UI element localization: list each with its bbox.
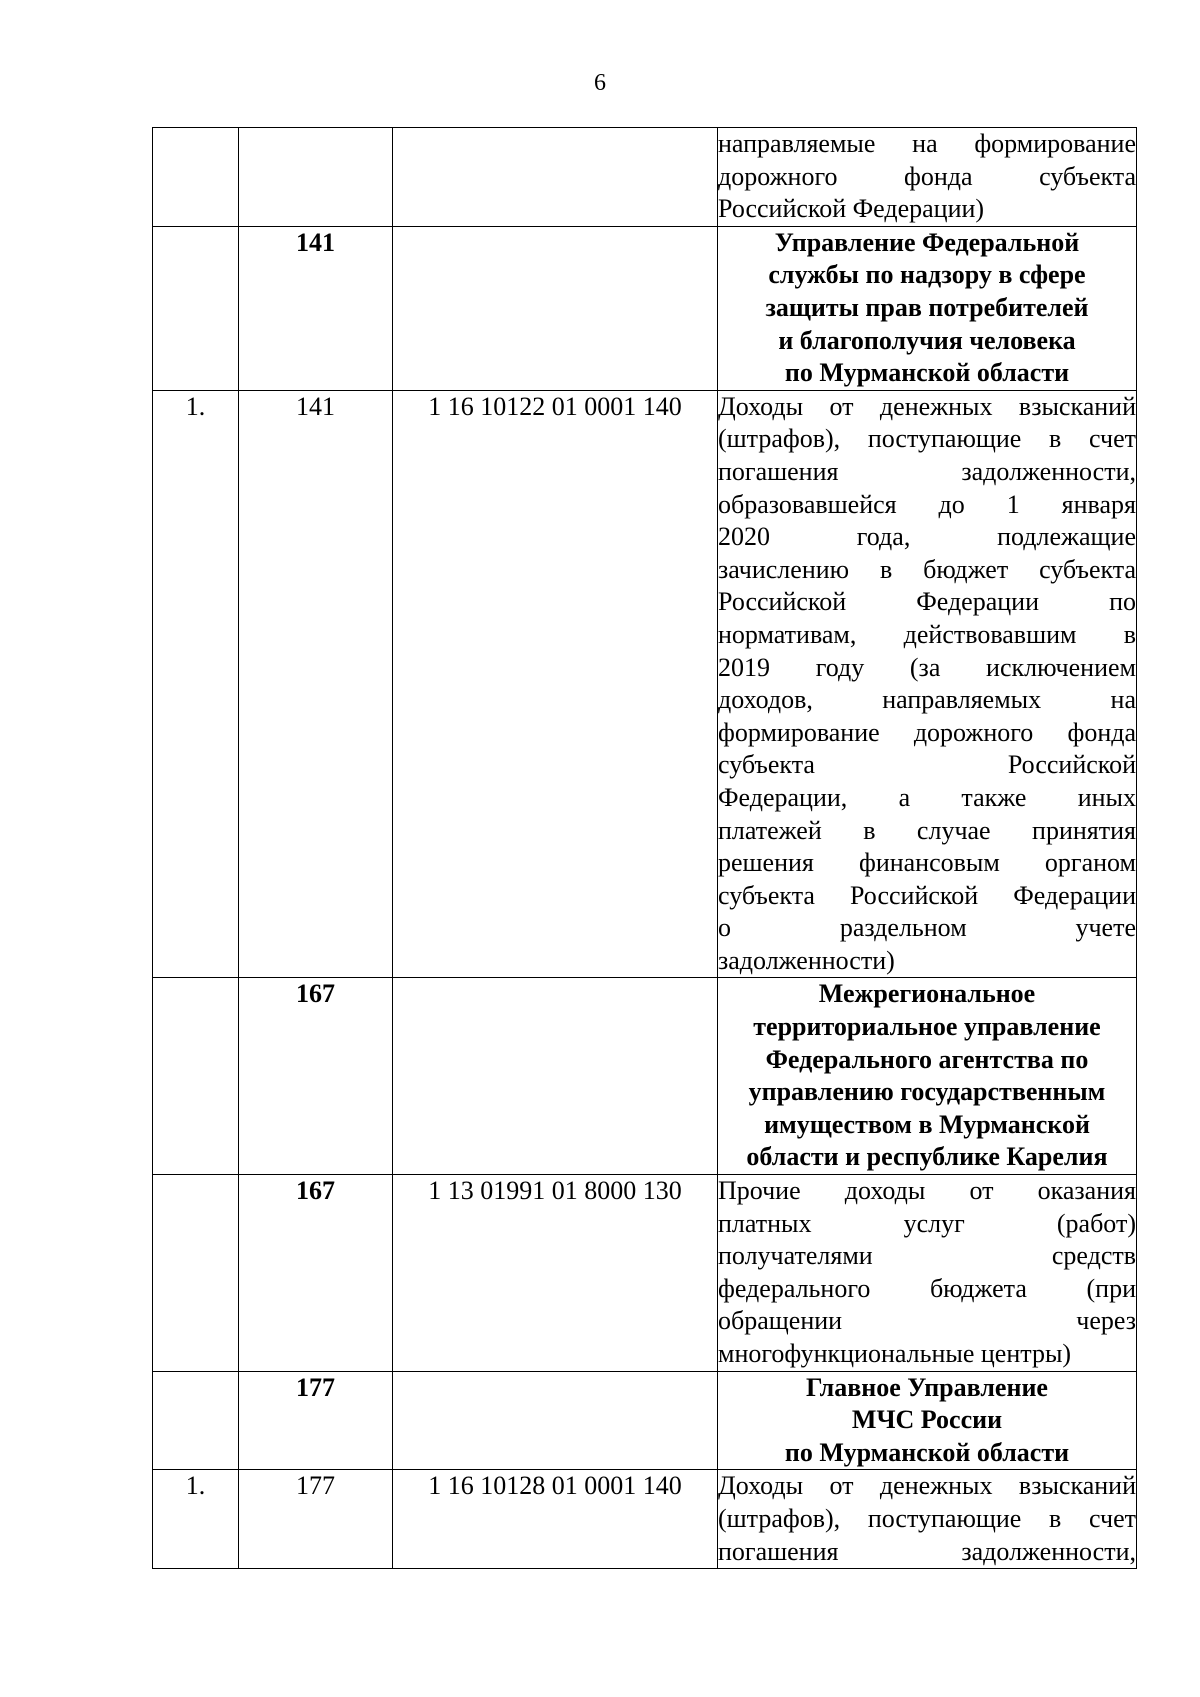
- row-number: [153, 1371, 239, 1470]
- text-line: (штрафов), поступающие в счет: [718, 1503, 1136, 1533]
- text-line: Федерации, а также иных: [718, 782, 1136, 812]
- table-row: [153, 226, 1137, 390]
- table-row: [153, 128, 1137, 227]
- text-line: 2020 года, подлежащие: [718, 522, 1136, 552]
- table-row: [153, 390, 1137, 978]
- text-line: многофункциональные центры): [718, 1339, 1072, 1368]
- text-line: Прочие доходы от оказания: [718, 1176, 1136, 1206]
- income-description: [718, 128, 1137, 227]
- row-number: 1.: [153, 390, 239, 978]
- administrator-name: [718, 978, 1137, 1175]
- text-line: субъекта Российской Федерации: [718, 880, 1136, 910]
- table-row: [153, 1470, 1137, 1569]
- admin-code: 141: [239, 390, 393, 978]
- text-line: образовавшейся до 1 января: [718, 489, 1136, 519]
- row-number: [153, 226, 239, 390]
- text-line: Доходы от денежных взысканий: [718, 1471, 1136, 1501]
- text-line: по Мурманской области: [784, 1437, 1070, 1467]
- text-line: погашения задолженности,: [718, 1536, 1136, 1566]
- row-number: [153, 128, 239, 227]
- revenue-codes-table: [152, 127, 1137, 1569]
- budget-code: 1 16 10122 01 0001 140: [393, 390, 718, 978]
- administrator-name: [718, 1371, 1137, 1470]
- text-line: и благополучия человека: [778, 325, 1076, 355]
- page-number: 6: [594, 70, 606, 96]
- text-line: Доходы от денежных взысканий: [718, 391, 1136, 421]
- row-number: 1.: [153, 1470, 239, 1569]
- admin-code: 177: [239, 1470, 393, 1569]
- text-line: платных услуг (работ): [718, 1208, 1136, 1238]
- text-line: доходов, направляемых на: [718, 685, 1136, 715]
- text-line: обращении через: [718, 1306, 1136, 1336]
- budget-code: [393, 978, 718, 1175]
- row-number: [153, 978, 239, 1175]
- admin-code: 167: [239, 978, 393, 1175]
- table-row: [153, 1371, 1137, 1470]
- text-line: территориальное управление: [753, 1012, 1101, 1042]
- budget-code: [393, 226, 718, 390]
- table-row: [153, 1175, 1137, 1372]
- text-line: службы по надзору в сфере: [768, 260, 1086, 290]
- admin-code: 141: [239, 226, 393, 390]
- text-line: защиты прав потребителей: [765, 292, 1089, 322]
- text-line: области и республике Карелия: [746, 1142, 1108, 1172]
- text-line: 2019 году (за исключением: [718, 652, 1136, 682]
- text-line: Федерального агентства по: [765, 1044, 1089, 1074]
- table-row: [153, 978, 1137, 1175]
- text-line: Управление Федеральной: [774, 227, 1080, 257]
- text-line: формирование дорожного фонда: [718, 717, 1136, 747]
- text-line: субъекта Российской: [718, 750, 1136, 780]
- income-description: [718, 1470, 1137, 1569]
- text-line: направляемые на формирование: [718, 129, 1136, 158]
- text-line: платежей в случае принятия: [718, 815, 1136, 845]
- text-line: о раздельном учете: [718, 913, 1136, 943]
- text-line: зачислению в бюджет субъекта: [718, 554, 1136, 584]
- admin-code: 177: [239, 1371, 393, 1470]
- text-line: получателями средств: [718, 1241, 1136, 1271]
- text-line: Российской Федерации по: [718, 587, 1136, 617]
- text-line: Российской Федерации): [718, 194, 985, 224]
- budget-code: 1 16 10128 01 0001 140: [393, 1470, 718, 1569]
- budget-code: [393, 128, 718, 227]
- text-line: имуществом в Мурманской: [764, 1109, 1090, 1139]
- row-number: [153, 1175, 239, 1372]
- text-line: решения финансовым органом: [718, 848, 1136, 878]
- income-description: [718, 1175, 1137, 1372]
- text-line: федерального бюджета (при: [718, 1273, 1136, 1303]
- budget-code: [393, 1371, 718, 1470]
- text-line: управлению государственным: [748, 1077, 1106, 1107]
- text-line: Главное Управление: [806, 1372, 1048, 1402]
- text-line: (штрафов), поступающие в счет: [718, 424, 1136, 454]
- administrator-name: [718, 226, 1137, 390]
- admin-code: [239, 128, 393, 227]
- admin-code: 167: [239, 1175, 393, 1372]
- text-line: задолженности): [718, 945, 895, 975]
- text-line: Межрегиональное: [818, 979, 1036, 1009]
- text-line: дорожного фонда субъекта: [718, 161, 1136, 191]
- budget-code: 1 13 01991 01 8000 130: [393, 1175, 718, 1372]
- income-description: [718, 390, 1137, 978]
- text-line: нормативам, действовавшим в: [718, 619, 1136, 649]
- text-line: по Мурманской области: [784, 358, 1070, 388]
- text-line: погашения задолженности,: [718, 456, 1136, 486]
- text-line: МЧС России: [851, 1405, 1003, 1435]
